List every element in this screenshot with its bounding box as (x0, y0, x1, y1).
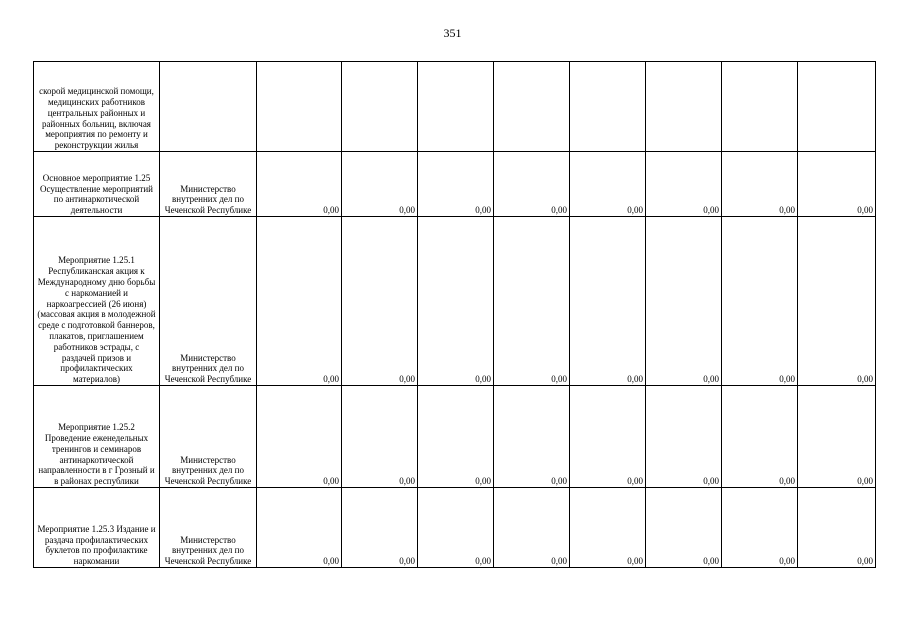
value-cell: 0,00 (257, 217, 342, 386)
value-cell: 0,00 (798, 152, 876, 217)
table-row (34, 386, 876, 488)
measure-name-cell: Мероприятие 1.25.2 Проведение еженедельных тренингов и семинаров антинаркотической направленности в г Грозный и в районах республики (34, 386, 160, 488)
value-cell: 0,00 (570, 386, 646, 488)
value-cell (257, 62, 342, 152)
executor-cell: Министерство внутренних дел по Чеченской Республике (160, 152, 257, 217)
measure-name-cell: скорой медицинской помощи, медицинских работников центральных районных и районных больниц, включая мероприятия по ремонту и реконструкции жилья (34, 62, 160, 152)
value-cell: 0,00 (418, 152, 494, 217)
value-cell: 0,00 (342, 386, 418, 488)
value-cell: 0,00 (494, 152, 570, 217)
value-cell (722, 62, 798, 152)
value-cell: 0,00 (722, 386, 798, 488)
value-cell: 0,00 (798, 488, 876, 568)
budget-table (33, 61, 876, 568)
value-cell: 0,00 (646, 488, 722, 568)
table-row (34, 62, 876, 152)
value-cell (418, 62, 494, 152)
value-cell: 0,00 (418, 488, 494, 568)
value-cell: 0,00 (722, 152, 798, 217)
executor-cell: Министерство внутренних дел по Чеченской Республике (160, 488, 257, 568)
table-row (34, 152, 876, 217)
measure-name-cell: Мероприятие 1.25.3 Издание и раздача профилактических буклетов по профилактике наркомании (34, 488, 160, 568)
value-cell: 0,00 (342, 217, 418, 386)
value-cell (646, 62, 722, 152)
value-cell: 0,00 (646, 152, 722, 217)
value-cell: 0,00 (646, 217, 722, 386)
table-row (34, 217, 876, 386)
value-cell: 0,00 (494, 386, 570, 488)
value-cell: 0,00 (798, 386, 876, 488)
value-cell: 0,00 (342, 488, 418, 568)
value-cell: 0,00 (494, 217, 570, 386)
executor-cell (160, 62, 257, 152)
value-cell: 0,00 (570, 488, 646, 568)
measure-name-cell: Основное мероприятие 1.25 Осуществление мероприятий по антинаркотической деятельности (34, 152, 160, 217)
executor-cell: Министерство внутренних дел по Чеченской Республике (160, 217, 257, 386)
page-number: 351 (443, 26, 462, 40)
value-cell: 0,00 (494, 488, 570, 568)
value-cell (342, 62, 418, 152)
value-cell: 0,00 (570, 152, 646, 217)
value-cell: 0,00 (722, 217, 798, 386)
value-cell: 0,00 (342, 152, 418, 217)
value-cell: 0,00 (570, 217, 646, 386)
value-cell: 0,00 (722, 488, 798, 568)
executor-cell: Министерство внутренних дел по Чеченской Республике (160, 386, 257, 488)
value-cell: 0,00 (418, 386, 494, 488)
value-cell (798, 62, 876, 152)
value-cell: 0,00 (646, 386, 722, 488)
table-body (34, 62, 876, 568)
value-cell: 0,00 (257, 152, 342, 217)
value-cell (494, 62, 570, 152)
table-row (34, 488, 876, 568)
value-cell: 0,00 (418, 217, 494, 386)
value-cell: 0,00 (257, 488, 342, 568)
measure-name-cell: Мероприятие 1.25.1 Республиканская акция к Международному дню борьбы с наркоманией и наркоагрессией (26 июня) (массовая акция в молодежной среде с подготовкой баннеров, плакатов, приглашением работников эстрады, с раздачей призов и профилактических материалов) (34, 217, 160, 386)
value-cell: 0,00 (257, 386, 342, 488)
value-cell (570, 62, 646, 152)
value-cell: 0,00 (798, 217, 876, 386)
